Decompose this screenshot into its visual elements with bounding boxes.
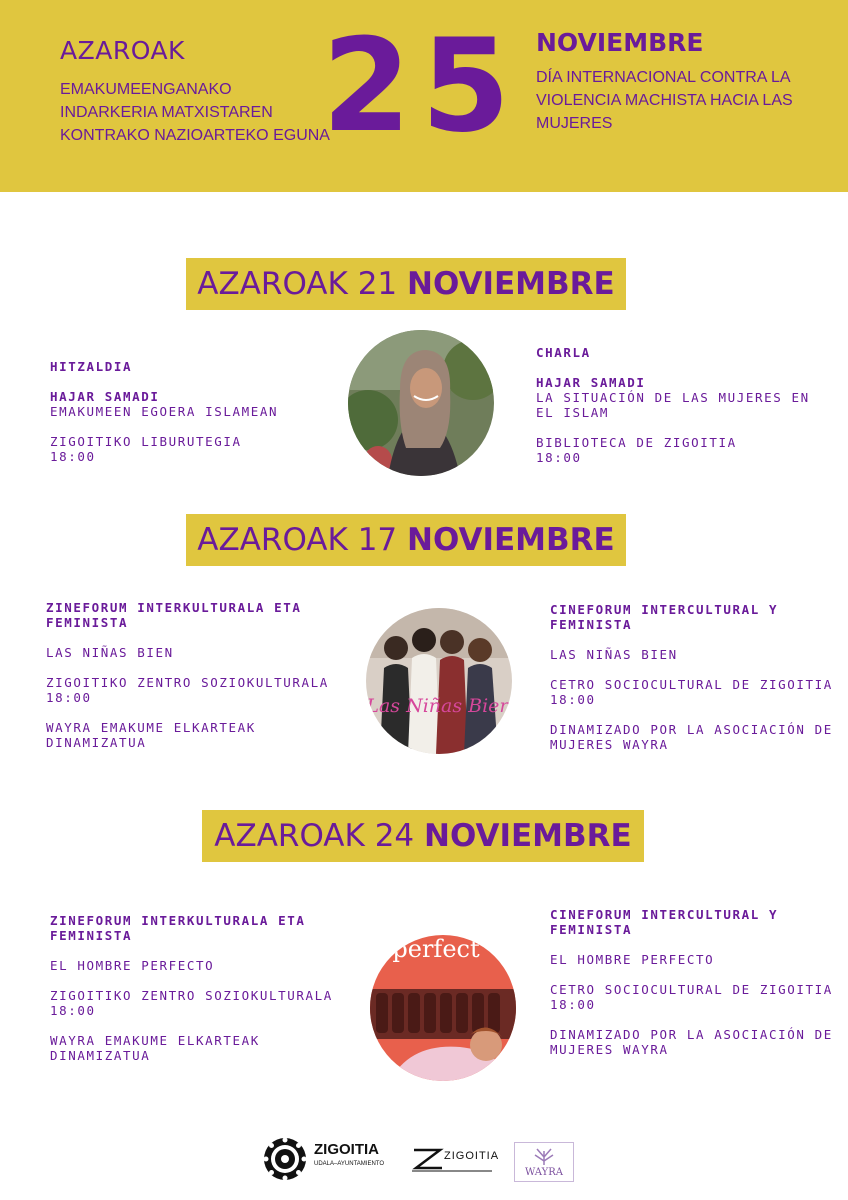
event-1-spanish-info xyxy=(536,345,826,465)
event-type: ZINEFORUM INTERKULTURALA ETA FEMINISTA xyxy=(50,913,306,943)
speaker-name: HAJAR SAMADI xyxy=(50,389,160,404)
venue: BIBLIOTECA DE ZIGOITIA xyxy=(536,435,737,450)
date-es: NOVIEMBRE xyxy=(407,266,615,302)
event-3-basque-info xyxy=(50,913,350,1063)
speaker-name: HAJAR SAMADI xyxy=(536,375,646,390)
speaker-photo xyxy=(348,330,494,476)
banner-day-number: 25 xyxy=(322,12,521,161)
event-3-spanish-info xyxy=(550,907,840,1057)
sponsor-logos xyxy=(0,1130,848,1190)
organizer: WAYRA EMAKUME ELKARTEAK DINAMIZATUA xyxy=(50,1033,260,1063)
venue: ZIGOITIKO LIBURUTEGIA xyxy=(50,434,242,449)
film-title: LAS NIÑAS BIEN xyxy=(550,647,678,662)
event-date-heading xyxy=(186,514,626,566)
wayra-logo-text: WAYRA xyxy=(525,1167,563,1178)
event-time: 18:00 xyxy=(550,692,596,707)
organizer: DINAMIZADO POR LA ASOCIACIÓN DE MUJERES WAYRA xyxy=(550,1027,833,1057)
date-es: NOVIEMBRE xyxy=(407,522,615,558)
date-eu: AZAROAK 21 xyxy=(197,266,398,302)
banner-eu-text: EMAKUMEENGANAKO INDARKERIA MATXISTAREN KONTRAKO NAZIOARTEKO EGUNA xyxy=(60,81,330,144)
event-date-heading xyxy=(186,258,626,310)
event-time: 18:00 xyxy=(50,449,96,464)
venue: CETRO SOCIOCULTURAL DE ZIGOITIA xyxy=(550,677,833,692)
date-es: NOVIEMBRE xyxy=(424,818,632,854)
organizer: DINAMIZADO POR LA ASOCIACIÓN DE MUJERES WAYRA xyxy=(550,722,833,752)
event-time: 18:00 xyxy=(536,450,582,465)
poster-title: Las Niñas Bien xyxy=(366,695,512,717)
header-banner xyxy=(0,0,848,192)
talk-title: EMAKUMEEN EGOERA ISLAMEAN xyxy=(50,404,279,419)
event-type: CHARLA xyxy=(536,345,591,360)
banner-es-text: DÍA INTERNACIONAL CONTRA LA VIOLENCIA MACHISTA HACIA LAS MUJERES xyxy=(536,69,793,132)
film-title: LAS NIÑAS BIEN xyxy=(46,645,174,660)
event-type: CINEFORUM INTERCULTURAL Y FEMINISTA xyxy=(550,602,779,632)
wayra-logo xyxy=(514,1142,574,1182)
event-date-heading xyxy=(202,810,644,862)
event-time: 18:00 xyxy=(46,690,92,705)
banner-es-title: NOVIEMBRE xyxy=(536,28,704,57)
event-type: CINEFORUM INTERCULTURAL Y FEMINISTA xyxy=(550,907,779,937)
date-eu: AZAROAK 17 xyxy=(197,522,398,558)
talk-title: LA SITUACIÓN DE LAS MUJERES EN EL ISLAM xyxy=(536,390,810,420)
organizer: WAYRA EMAKUME ELKARTEAK DINAMIZATUA xyxy=(46,720,256,750)
event-type: ZINEFORUM INTERKULTURALA ETA FEMINISTA xyxy=(46,600,302,630)
film-poster xyxy=(370,935,516,1081)
event-time: 18:00 xyxy=(50,1003,96,1018)
event-2-spanish-info xyxy=(550,602,840,752)
date-eu: AZAROAK 24 xyxy=(214,818,415,854)
poster-title: perfect xyxy=(392,935,480,963)
film-title: EL HOMBRE PERFECTO xyxy=(550,952,715,967)
venue: CETRO SOCIOCULTURAL DE ZIGOITIA xyxy=(550,982,833,997)
event-time: 18:00 xyxy=(550,997,596,1012)
film-poster xyxy=(366,608,512,754)
zigoitia-emblem-icon xyxy=(262,1136,308,1182)
film-title: EL HOMBRE PERFECTO xyxy=(50,958,215,973)
venue: ZIGOITIKO ZENTRO SOZIOKULTURALA xyxy=(50,988,333,1003)
zigoitia-secondary-logo xyxy=(410,1144,500,1174)
event-1-basque-info xyxy=(50,359,320,464)
event-type: HITZALDIA xyxy=(50,359,133,374)
zigoitia-logo-text: ZIGOITIA xyxy=(314,1141,379,1158)
event-2-basque-info xyxy=(46,600,346,750)
banner-eu-title: AZAROAK xyxy=(60,36,185,65)
zigoitia-secondary-text: ZIGOITIA xyxy=(444,1150,500,1162)
venue: ZIGOITIKO ZENTRO SOZIOKULTURALA xyxy=(46,675,329,690)
zigoitia-logo-subtext: UDALA–AYUNTAMIENTO xyxy=(314,1161,385,1167)
